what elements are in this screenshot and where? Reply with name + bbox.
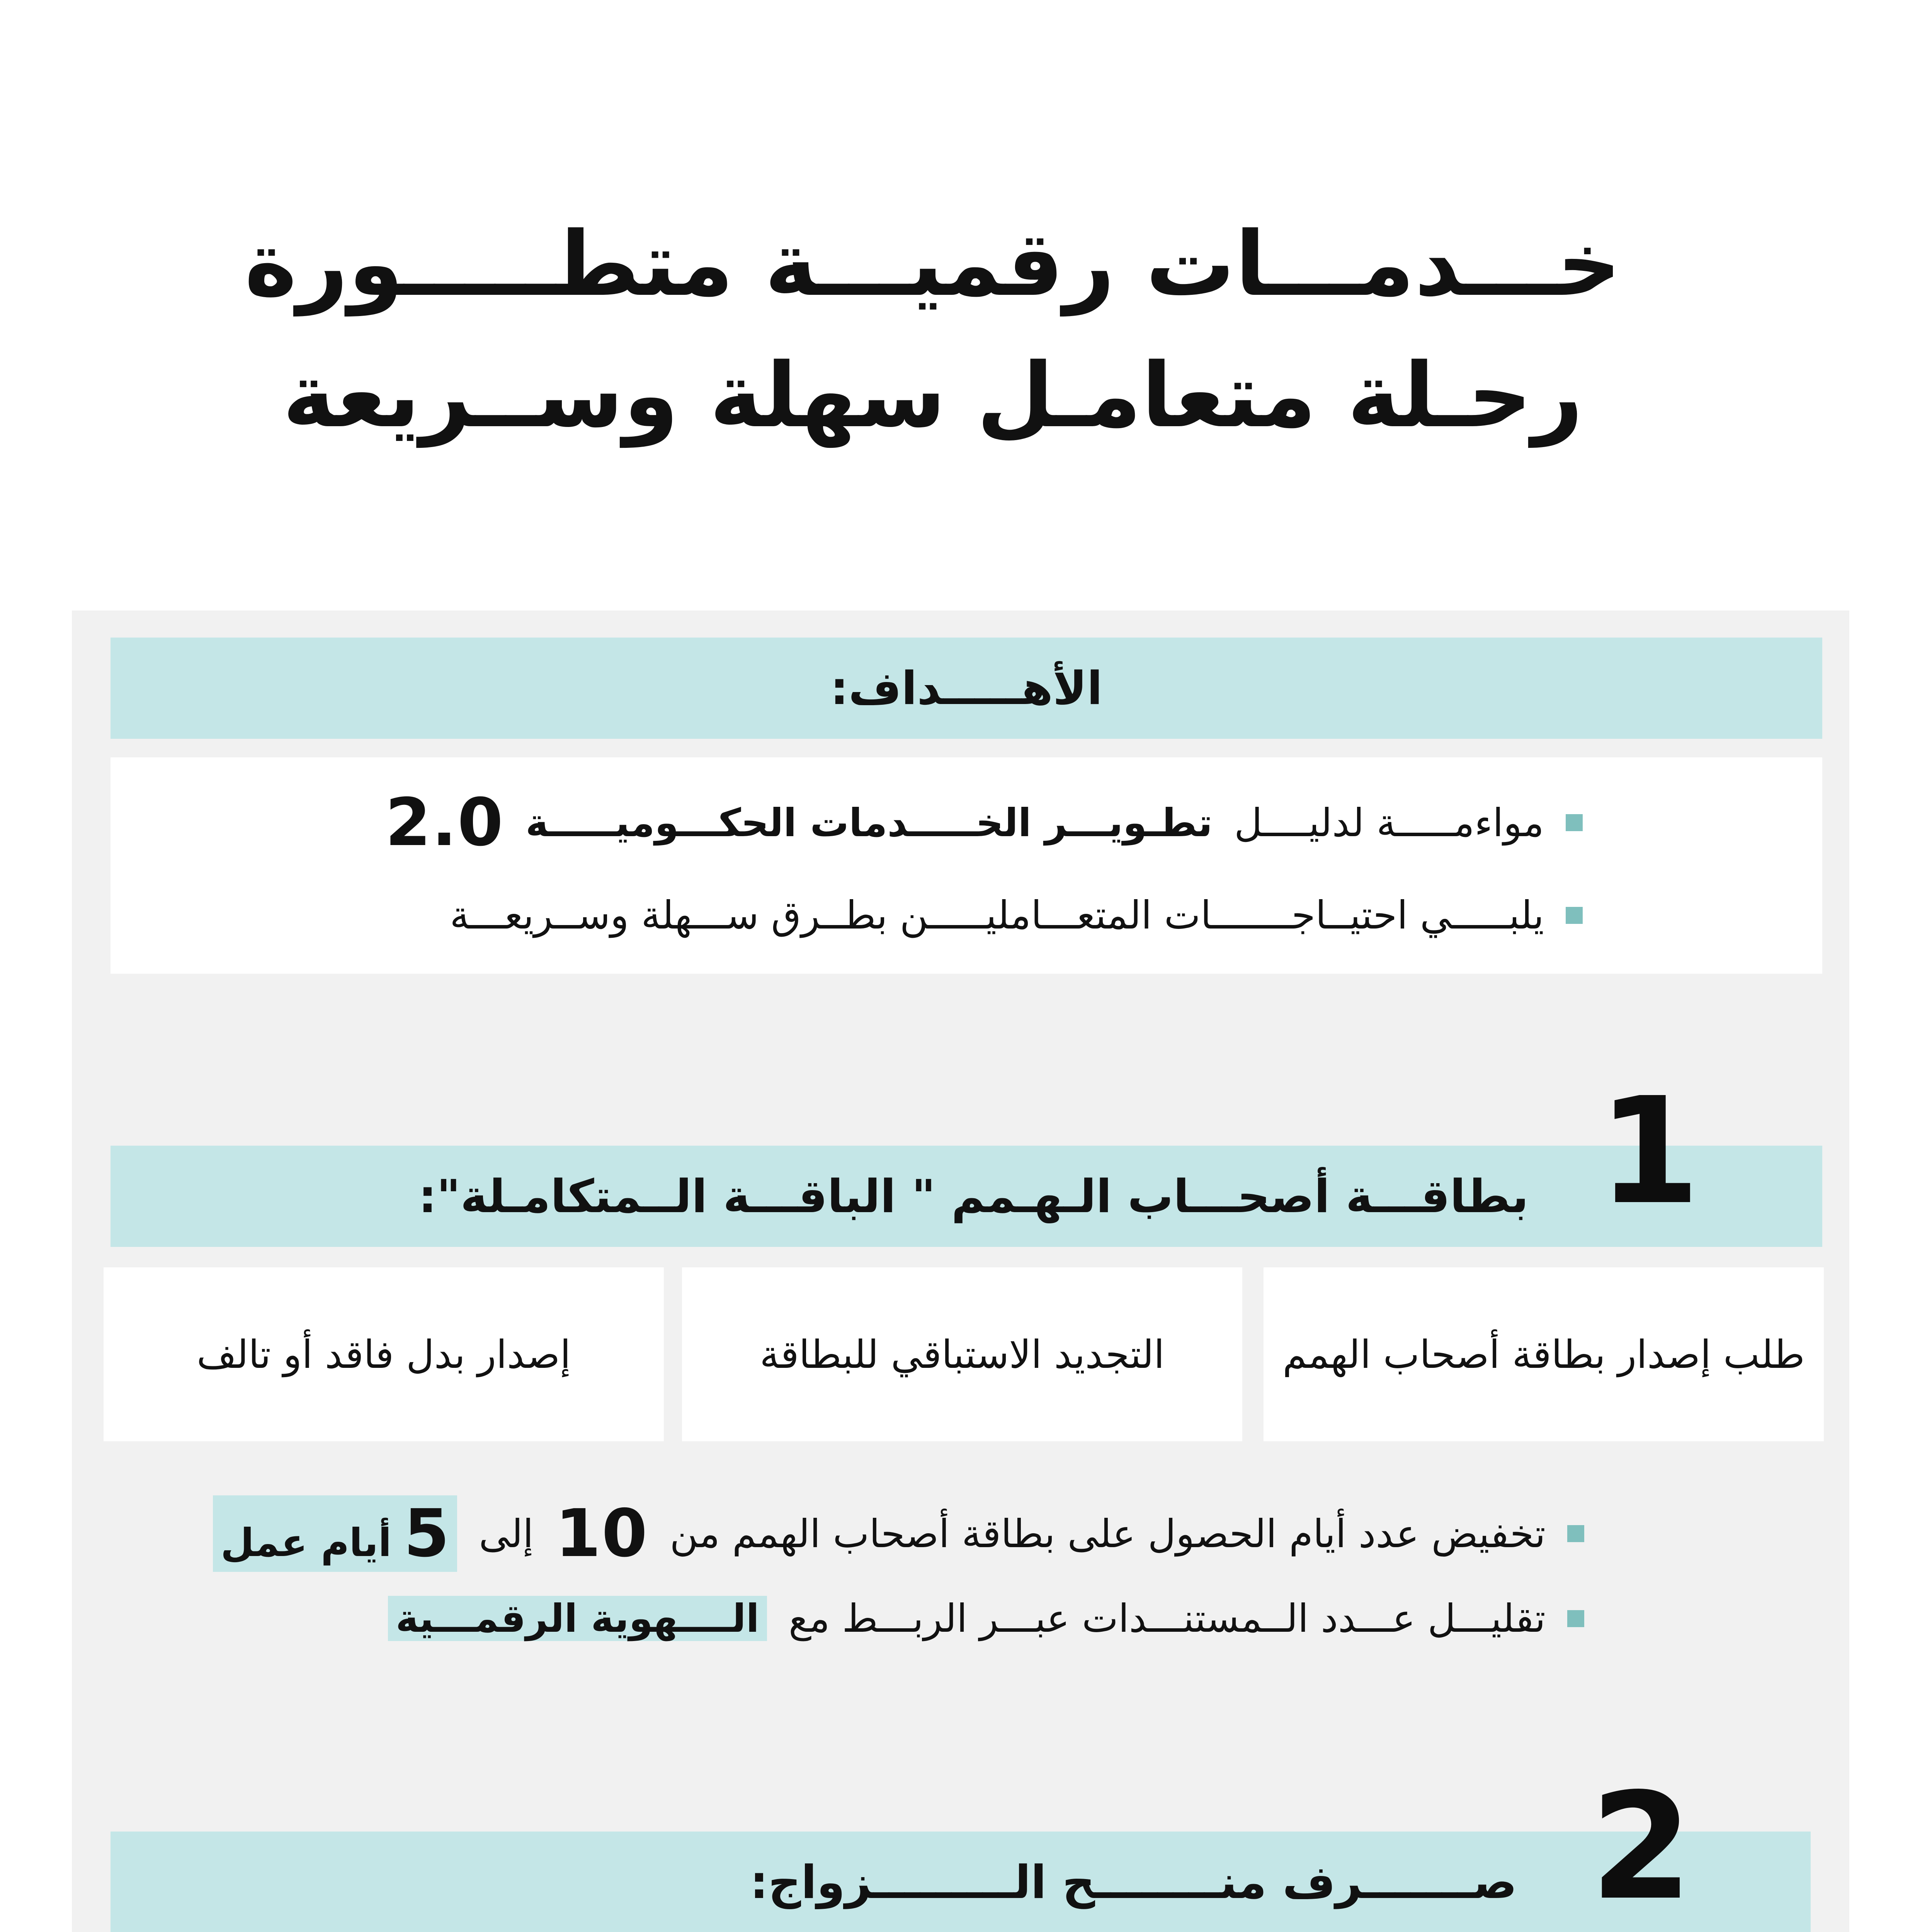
section-2-heading: صـــــــرف منــــــــح الـــــــــزواج: (750, 1855, 1517, 1909)
goal-item-2 (450, 893, 1583, 938)
section-2-number: 2 (1590, 1761, 1692, 1932)
s1-b1-text: تخفيض عدد أيام الحصول على بطاقة أصحاب الهمم من (670, 1511, 1546, 1556)
goal-1-version: 2.0 (385, 784, 504, 861)
goal-1-bold: تطـويـــر الخـــــدمات الحكـــوميـــــة (526, 800, 1213, 845)
service-3-label: إصدار بدل فاقد أو تالف (196, 1332, 571, 1377)
bullet-square-icon (1566, 814, 1583, 831)
section-1-bullet-1 (213, 1495, 1584, 1572)
section-2-header (111, 1832, 1811, 1932)
goal-item-1 (385, 784, 1583, 861)
section-1-bullet-2 (388, 1596, 1584, 1641)
bullet-square-icon (1567, 1525, 1584, 1542)
goal-1-text: مواءمـــــة لدليــــل (1234, 800, 1544, 845)
s1-b2-text: تقليـــل عـــدد الــمستنـــدات عبـــر الربـــط مع (788, 1596, 1546, 1641)
goals-card (111, 757, 1822, 974)
section-1-header (111, 1146, 1822, 1247)
goal-2-text: يلبـــــي احتيــاجـــــــات المتعـــامليـــــن بطــرق ســـهلة وســريعـــة (450, 893, 1544, 938)
section-1-heading: بطاقـــة أصحـــاب الـهـمم " الباقـــة الــمتكامـلة": (418, 1170, 1529, 1223)
service-card-renewal (682, 1267, 1242, 1441)
service-2-label: التجديد الاستباقي للبطاقة (760, 1332, 1165, 1377)
s1-b2-highlight: الــــهوية الرقمـــية (388, 1596, 767, 1641)
service-1-label: طلب إصدار بطاقة أصحاب الهمم (1282, 1332, 1805, 1377)
page-title-line-1: خـــدمـــات رقميـــة متطـــــورة (244, 213, 1621, 316)
s1-b1-unit: أيام عمل (221, 1520, 392, 1565)
goals-header (111, 638, 1822, 739)
section-1-number: 1 (1598, 1066, 1700, 1237)
service-card-replacement (104, 1267, 664, 1441)
s1-b1-to: 5 (403, 1495, 450, 1572)
s1-b1-from: 10 (555, 1495, 648, 1572)
page-title-line-2: رحـلة متعامـل سهلة وســريعة (282, 344, 1583, 447)
bullet-square-icon (1566, 907, 1583, 924)
goals-heading: الأهـــــداف: (830, 662, 1103, 715)
bullet-square-icon (1567, 1610, 1584, 1627)
s1-b1-to-word: إلى (479, 1511, 534, 1556)
service-card-issue (1264, 1267, 1824, 1441)
s1-b1-highlight (213, 1495, 457, 1572)
